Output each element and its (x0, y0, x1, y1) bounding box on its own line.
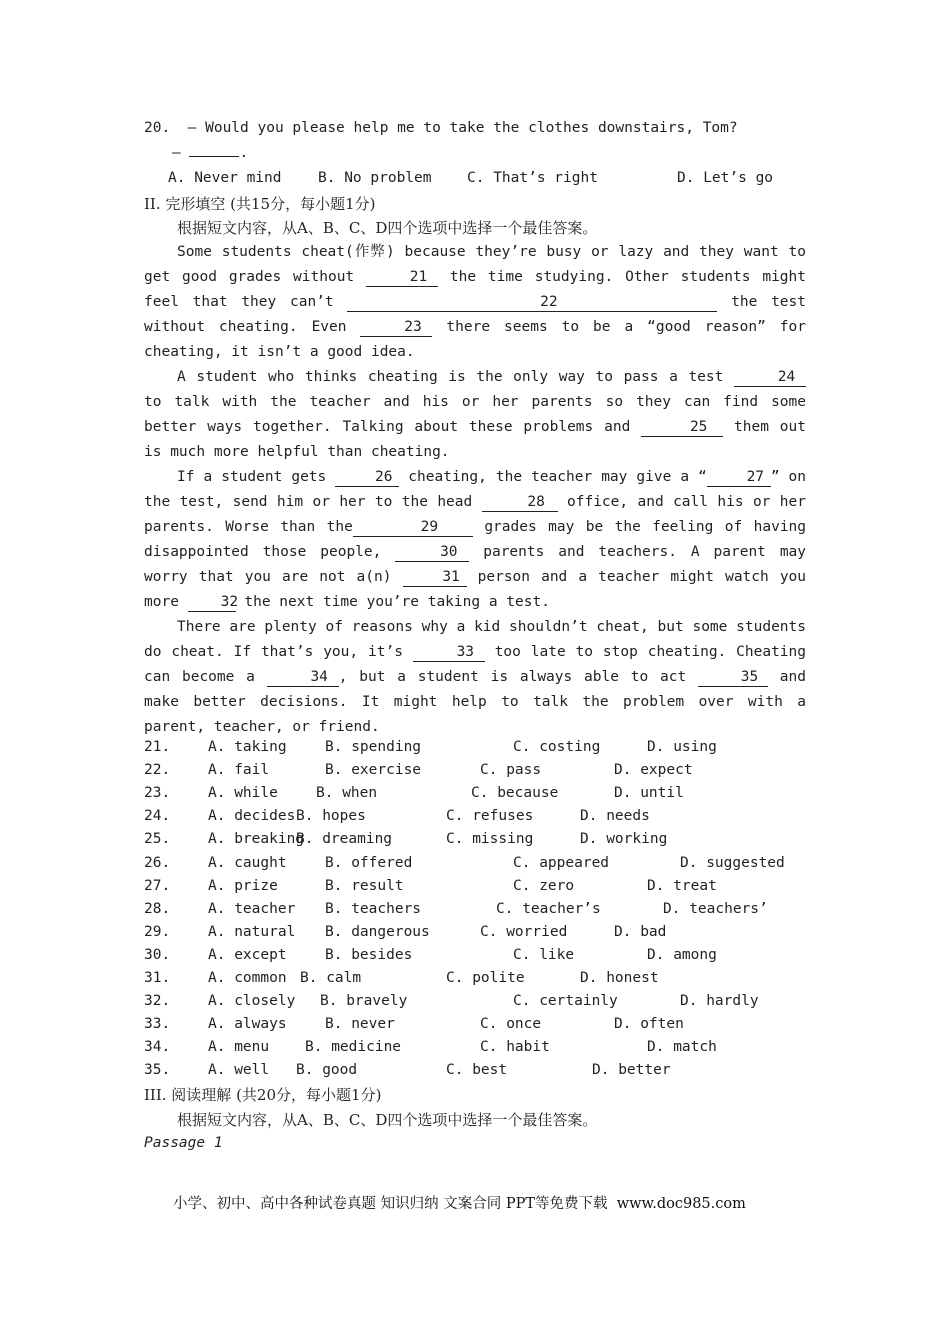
paragraph-2: A student who thinks cheating is the only way to pass a test 24 to talk with the teacher and his or her parents so they can find some better ways together. Talking about these problems and 25 them out is much more helpful than cheating. (144, 369, 806, 460)
question-row (144, 993, 824, 1016)
option-c: C. appeared (513, 854, 610, 871)
question-number: 29. (144, 923, 171, 940)
option-a: A. teacher (208, 900, 296, 917)
section-2-instruction: 根据短文内容，从A、B、C、D四个选项中选择一个最佳答案。 (177, 219, 598, 237)
option-b: B. besides (325, 946, 413, 963)
option-a: A. Never mind (168, 170, 282, 186)
question-20-stem: 20. – Would you please help me to take the clothes downstairs, Tom? (144, 120, 738, 136)
option-a: A. except (208, 946, 287, 963)
option-a: A. common (208, 970, 287, 986)
blank-32: 32 (188, 593, 236, 612)
section-3-heading: III. 阅读理解 (共20分，每小题1分) (144, 1086, 382, 1104)
question-number: 27. (144, 877, 171, 894)
blank-23: 23 (360, 318, 432, 337)
question-row (144, 1039, 824, 1062)
option-a: A. caught (208, 854, 287, 871)
option-c: C. habit (480, 1039, 550, 1056)
option-d: D. teachers’ (663, 900, 768, 917)
option-c: C. That’s right (467, 170, 598, 186)
blank-24: 24 (734, 368, 806, 387)
section-2-heading: II. 完形填空 (共15分，每小题1分) (144, 195, 376, 213)
question-number: 34. (144, 1039, 171, 1056)
question-row (144, 947, 824, 970)
question-row (144, 1062, 824, 1085)
section-3-instruction: 根据短文内容，从A、B、C、D四个选项中选择一个最佳答案。 (177, 1111, 598, 1129)
option-c: C. missing (446, 831, 534, 848)
question-row (144, 785, 824, 808)
question-20-options (144, 170, 824, 193)
question-number: 33. (144, 1016, 171, 1033)
option-d: D. working (580, 831, 668, 848)
option-b: B. never (325, 1016, 395, 1033)
question-row (144, 878, 824, 901)
option-b: B. good (296, 1062, 358, 1079)
question-number: 26. (144, 854, 171, 871)
option-c: C. teacher’s (496, 900, 601, 917)
option-d: D. expect (614, 762, 693, 779)
option-d: D. match (647, 1039, 717, 1056)
blank-35: 35 (698, 668, 768, 687)
option-a: A. while (208, 785, 278, 802)
blank-22: 22 (347, 293, 717, 312)
blank-28: 28 (482, 493, 558, 512)
option-c: C. like (513, 946, 575, 963)
option-a: A. well (208, 1062, 270, 1079)
option-a: A. natural (208, 923, 296, 940)
blank-34: 34 (267, 668, 339, 687)
question-number: 25. (144, 831, 171, 848)
option-b: B. hopes (296, 808, 366, 825)
question-row (144, 1016, 824, 1039)
option-a: A. always (208, 1016, 287, 1033)
option-b: B. medicine (305, 1039, 402, 1056)
option-d: D. often (614, 1016, 684, 1033)
option-b: B. result (325, 877, 404, 894)
question-row (144, 855, 824, 878)
option-d: D. until (614, 785, 684, 802)
option-c: C. refuses (446, 808, 534, 825)
paragraph-1: Some students cheat(作弊) because they’re busy or lazy and they want to get good grades without 21 the time studying. Other students might feel that they can’t 22 the test without cheating. Even 23 there seems to be a “good reason” for cheating, it isn’t a good idea. (144, 244, 806, 360)
option-b: B. No problem (318, 170, 432, 186)
option-a: A. menu (208, 1039, 270, 1056)
option-a: A. taking (208, 739, 287, 755)
question-number: 21. (144, 739, 171, 755)
option-d: D. hardly (680, 993, 759, 1010)
cloze-passage (144, 240, 806, 740)
question-number: 23. (144, 785, 171, 802)
option-c: C. certainly (513, 993, 618, 1010)
blank-30: 30 (395, 543, 469, 562)
question-number: 31. (144, 970, 171, 986)
option-b: B. bravely (320, 993, 408, 1010)
paragraph-4: There are plenty of reasons why a kid shouldn’t cheat, but some students do cheat. If that’s you, it’s 33 too late to stop cheating. Cheating can become a 34 , but a student is always able to act 35 and make better decisions. It might help to talk the problem over with a parent, teacher, or friend. (144, 619, 806, 735)
paragraph-3: If a student gets 26 cheating, the teacher may give a “ 27 ” on the test, send him or her to the head 28 office, and call his or her parents. Worse than the 29 grades may be the feeling of having disappointed those people, 30 parents and teachers. A parent may worry that you are not a(n) 31 person and a teacher might watch you more 32 the next time you’re taking a test. (144, 469, 807, 610)
option-c: C. worried (480, 923, 568, 940)
option-b: B. teachers (325, 900, 422, 917)
option-d: D. needs (580, 808, 650, 825)
option-d: D. suggested (680, 854, 785, 871)
option-b: B. offered (325, 854, 413, 871)
question-row (144, 739, 824, 762)
option-c: C. pass (480, 762, 542, 779)
option-a: A. closely (208, 993, 296, 1010)
question-number: 30. (144, 946, 171, 963)
blank-27: 27 (707, 468, 771, 487)
blank-33: 33 (413, 643, 485, 662)
question-row (144, 924, 824, 947)
option-c: C. because (471, 785, 559, 802)
question-number: 35. (144, 1062, 171, 1079)
question-number: 28. (144, 900, 171, 917)
option-d: D. honest (580, 970, 659, 986)
option-b: B. dangerous (325, 923, 430, 940)
option-d: D. treat (647, 877, 717, 894)
option-d: D. better (592, 1062, 671, 1079)
question-row (144, 901, 824, 924)
option-a: A. decides (208, 808, 296, 825)
question-number: 32. (144, 993, 171, 1010)
option-c: C. best (446, 1062, 508, 1079)
option-a: A. prize (208, 877, 278, 894)
option-a: A. fail (208, 762, 270, 779)
blank-21: 21 (366, 268, 438, 287)
question-20-reply: – . (172, 145, 249, 161)
option-c: C. once (480, 1016, 542, 1033)
option-b: B. when (316, 785, 378, 802)
option-d: D. Let’s go (677, 170, 774, 186)
passage-label: Passage 1 (144, 1135, 223, 1151)
question-row (144, 970, 824, 993)
blank-26: 26 (335, 468, 399, 487)
question-row (144, 808, 824, 831)
option-a: A. breaking (208, 831, 305, 848)
answer-blank (189, 156, 239, 157)
option-b: B. calm (300, 970, 362, 986)
question-number: 24. (144, 808, 171, 825)
option-c: C. costing (513, 739, 601, 755)
blank-25: 25 (641, 418, 723, 437)
option-d: D. bad (614, 923, 667, 940)
option-c: C. polite (446, 970, 525, 986)
footer-text: 小学、初中、高中各种试卷真题 知识归纳 文案合同 PPT等免费下载 www.doc985.com (173, 1196, 746, 1212)
option-d: D. using (647, 739, 717, 755)
blank-29: 29 (353, 518, 473, 537)
option-b: B. dreaming (296, 831, 393, 848)
option-b: B. spending (325, 739, 422, 755)
option-b: B. exercise (325, 762, 422, 779)
question-number: 22. (144, 762, 171, 779)
blank-31: 31 (403, 568, 467, 587)
option-c: C. zero (513, 877, 575, 894)
question-row (144, 831, 824, 854)
option-d: D. among (647, 946, 717, 963)
question-row (144, 762, 824, 785)
